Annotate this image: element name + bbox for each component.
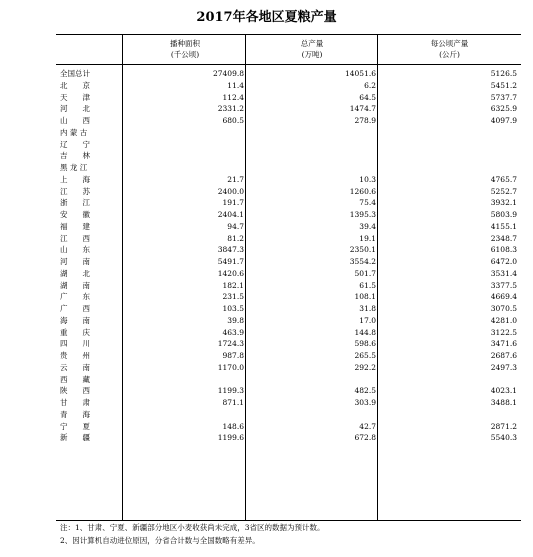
header-yield-unit: (公斤) xyxy=(439,50,460,59)
output-value: 108.1 xyxy=(354,292,376,302)
yield-value: 5126.5 xyxy=(490,69,517,78)
table-row xyxy=(56,186,521,198)
header-area-label: 播种面积 xyxy=(170,39,200,48)
output-value: 1395.3 xyxy=(349,210,376,219)
area-value: 191.7 xyxy=(222,198,244,208)
region-name: 山 西 xyxy=(60,116,90,125)
output-value: 598.6 xyxy=(354,339,376,349)
area-value: 112.4 xyxy=(222,92,244,102)
area-value: 1199.3 xyxy=(217,386,244,396)
area-value: 1170.0 xyxy=(217,362,244,372)
yield-value: 3122.5 xyxy=(490,327,517,337)
region-name: 新 疆 xyxy=(60,433,90,443)
output-value: 14051.6 xyxy=(344,69,376,78)
yield-value: 3471.6 xyxy=(490,339,517,349)
table-row xyxy=(56,338,521,350)
output-value: 31.8 xyxy=(359,304,376,313)
yield-value: 3070.5 xyxy=(490,304,517,313)
output-value: 75.4 xyxy=(359,198,376,208)
region-name: 江 苏 xyxy=(60,186,90,196)
region-name: 天 津 xyxy=(60,92,90,102)
yield-value: 4023.1 xyxy=(490,386,517,396)
area-value: 11.4 xyxy=(227,80,244,90)
area-value: 94.7 xyxy=(227,221,244,231)
yield-value: 3531.4 xyxy=(490,268,517,278)
table-row xyxy=(56,80,521,92)
yield-value: 6108.3 xyxy=(490,245,517,255)
header-output-label: 总产量 xyxy=(300,39,324,48)
yield-value: 2348.7 xyxy=(490,233,517,243)
area-value: 987.8 xyxy=(222,351,244,360)
region-name: 湖 南 xyxy=(60,280,90,290)
region-name: 浙 江 xyxy=(60,198,90,208)
region-name: 吉 林 xyxy=(60,151,90,161)
region-name: 海 南 xyxy=(60,315,90,325)
output-value: 265.5 xyxy=(354,351,376,360)
region-name: 全国总计 xyxy=(60,69,90,78)
table-row xyxy=(56,221,521,233)
area-value: 871.1 xyxy=(222,398,244,407)
table-row xyxy=(56,409,521,421)
data-table xyxy=(56,34,521,521)
table-row xyxy=(56,244,521,256)
table-row xyxy=(56,303,521,315)
table-row xyxy=(56,103,521,115)
region-name: 青 海 xyxy=(60,409,90,419)
output-value: 3554.2 xyxy=(349,257,376,266)
output-value: 292.2 xyxy=(354,362,376,372)
region-name: 陕 西 xyxy=(60,386,90,396)
area-value: 27409.8 xyxy=(212,69,244,78)
footnote-1: 注：1、甘肃、宁夏、新疆部分地区小麦收获尚未完成，3省区的数据为预计数。 xyxy=(60,523,325,532)
table-row xyxy=(56,150,521,162)
yield-value: 5451.2 xyxy=(490,80,517,90)
yield-value: 5252.7 xyxy=(490,186,517,196)
yield-value: 2497.3 xyxy=(490,362,517,372)
output-value: 19.1 xyxy=(359,233,376,243)
yield-value: 4155.1 xyxy=(490,221,517,231)
output-value: 144.8 xyxy=(354,327,376,337)
yield-value: 4097.9 xyxy=(490,116,517,125)
region-name: 云 南 xyxy=(60,362,90,372)
region-name: 湖 北 xyxy=(60,268,90,278)
area-value: 2331.2 xyxy=(217,104,244,114)
output-value: 672.8 xyxy=(354,433,376,443)
region-name: 河 南 xyxy=(60,257,90,266)
region-name: 山 东 xyxy=(60,245,90,255)
header-area xyxy=(124,38,246,60)
area-value: 2404.1 xyxy=(217,210,244,219)
yield-value: 4765.7 xyxy=(490,174,517,184)
table-row xyxy=(56,362,521,374)
output-value: 501.7 xyxy=(354,268,376,278)
region-name: 辽 宁 xyxy=(60,139,90,149)
output-value: 64.5 xyxy=(359,92,376,102)
table-row xyxy=(56,127,521,139)
yield-value: 6472.0 xyxy=(490,257,517,266)
output-value: 278.9 xyxy=(354,116,376,125)
table-row xyxy=(56,280,521,292)
table-row xyxy=(56,68,521,80)
table-row xyxy=(56,268,521,280)
region-name: 四 川 xyxy=(60,339,90,349)
area-value: 680.5 xyxy=(222,116,244,125)
output-value: 1260.6 xyxy=(349,186,376,196)
yield-value: 3932.1 xyxy=(490,198,517,208)
yield-value: 5803.9 xyxy=(490,210,517,219)
yield-value: 5540.3 xyxy=(490,433,517,443)
table-row xyxy=(56,115,521,127)
region-name: 江 西 xyxy=(60,233,90,243)
region-name: 宁 夏 xyxy=(60,421,90,431)
area-value: 1724.3 xyxy=(217,339,244,349)
area-value: 148.6 xyxy=(222,421,244,431)
area-value: 1199.6 xyxy=(217,433,244,443)
output-value: 2350.1 xyxy=(349,245,376,255)
area-value: 3847.3 xyxy=(217,245,244,255)
area-value: 231.5 xyxy=(222,292,244,302)
table-row xyxy=(56,174,521,186)
output-value: 303.9 xyxy=(354,398,376,407)
table-row xyxy=(56,374,521,386)
yield-value: 6325.9 xyxy=(490,104,517,114)
area-value: 103.5 xyxy=(222,304,244,313)
yield-value: 4281.0 xyxy=(490,315,517,325)
region-name: 广 西 xyxy=(60,304,90,313)
area-value: 5491.7 xyxy=(217,257,244,266)
region-name: 贵 州 xyxy=(60,351,90,360)
yield-value: 2871.2 xyxy=(490,421,517,431)
area-value: 1420.6 xyxy=(217,268,244,278)
table-header xyxy=(56,35,521,65)
table-row xyxy=(56,385,521,397)
area-value: 21.7 xyxy=(227,174,244,184)
region-name: 北 京 xyxy=(60,80,90,90)
table-row xyxy=(56,421,521,433)
yield-value: 5737.7 xyxy=(490,92,517,102)
output-value: 17.0 xyxy=(359,315,376,325)
table-row xyxy=(56,162,521,174)
output-value: 39.4 xyxy=(359,221,376,231)
header-area-unit: (千公顷) xyxy=(170,50,200,59)
area-value: 2400.0 xyxy=(217,186,244,196)
table-row xyxy=(56,209,521,221)
table-row xyxy=(56,233,521,245)
yield-value: 2687.6 xyxy=(490,351,517,360)
region-name: 广 东 xyxy=(60,292,90,302)
area-value: 463.9 xyxy=(222,327,244,337)
table-row xyxy=(56,197,521,209)
output-value: 42.7 xyxy=(359,421,376,431)
header-output-unit: (万吨) xyxy=(301,50,323,59)
header-yield xyxy=(378,38,521,60)
region-name: 重 庆 xyxy=(60,327,90,337)
page-title: 2017年各地区夏粮产量 xyxy=(196,10,337,25)
footnote-2: 2、因计算机自动进位原因，分省合计数与全国数略有差异。 xyxy=(60,536,260,545)
region-name: 安 徽 xyxy=(60,210,90,219)
output-value: 6.2 xyxy=(364,80,376,90)
table-row xyxy=(56,139,521,151)
region-name: 内 蒙 古 xyxy=(60,127,88,137)
output-value: 61.5 xyxy=(359,280,376,290)
table-row xyxy=(56,397,521,409)
region-name: 上 海 xyxy=(60,174,90,184)
table-row xyxy=(56,256,521,268)
yield-value: 3488.1 xyxy=(490,398,517,407)
output-value: 10.3 xyxy=(359,174,376,184)
table-row xyxy=(56,291,521,303)
region-name: 西 藏 xyxy=(60,374,90,384)
table-row xyxy=(56,92,521,104)
output-value: 482.5 xyxy=(354,386,376,396)
area-value: 81.2 xyxy=(227,233,244,243)
yield-value: 3377.5 xyxy=(490,280,517,290)
output-value: 1474.7 xyxy=(349,104,376,114)
header-yield-label: 每公顷产量 xyxy=(430,39,469,48)
yield-value: 4669.4 xyxy=(490,292,517,302)
region-name: 福 建 xyxy=(60,221,90,231)
table-row xyxy=(56,432,521,444)
table-row xyxy=(56,315,521,327)
area-value: 39.8 xyxy=(227,315,244,325)
table-row xyxy=(56,327,521,339)
area-value: 182.1 xyxy=(222,280,244,290)
header-output xyxy=(246,38,378,60)
region-name: 黑 龙 江 xyxy=(60,163,88,172)
table-row xyxy=(56,350,521,362)
region-name: 河 北 xyxy=(60,104,90,114)
region-name: 甘 肃 xyxy=(60,398,90,407)
